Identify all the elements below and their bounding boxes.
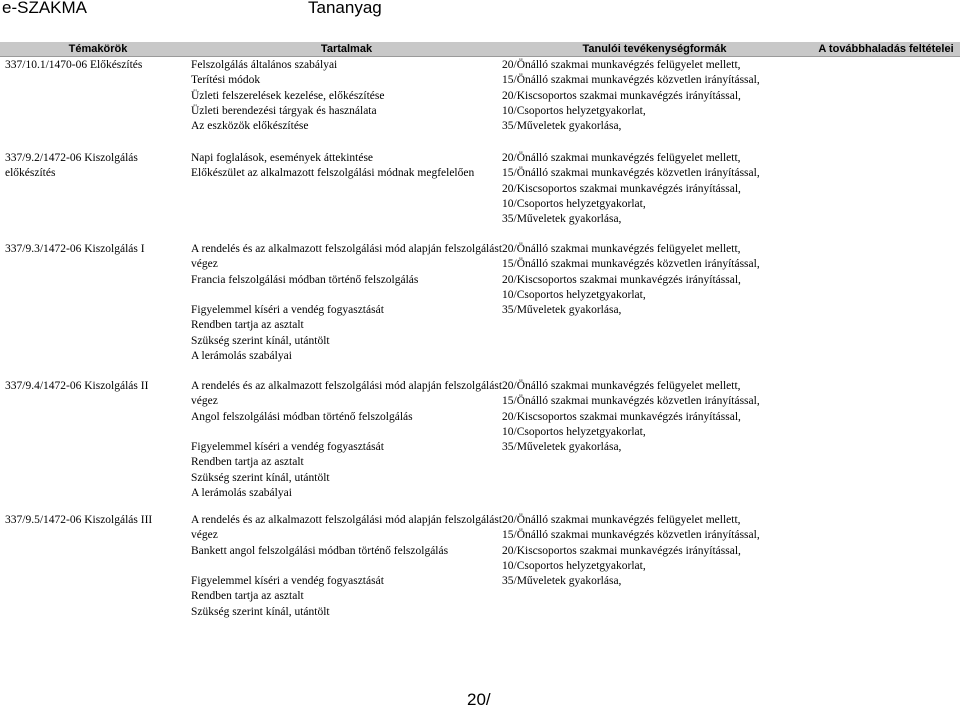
activity-line: 20/Kiscsoportos szakmai munkavégzés irányítással,	[502, 544, 741, 557]
blank-line	[191, 559, 502, 574]
content-line: Napi foglalások, események áttekintése	[191, 152, 374, 164]
content-line: Szükség szerint kínál, utántölt	[191, 471, 330, 484]
activity-line: 15/Önálló szakmai munkavégzés közvetlen irányítással,	[502, 395, 760, 408]
activity-line: 35/Műveletek gyakorlása,	[502, 441, 622, 454]
content-line: Rendben tartja az asztalt	[191, 456, 304, 469]
topic-cell	[0, 151, 191, 242]
content-line: Üzleti berendezési tárgyak és használata	[191, 104, 377, 117]
content-line: A rendelés és az alkalmazott felszolgálási mód alapján felszolgálást	[191, 380, 503, 392]
content-line: Rendben tartja az asztalt	[191, 319, 304, 332]
content-line: A lerámolás szabályai	[191, 350, 292, 363]
column-header-progression: A továbbhaladás feltételei	[807, 42, 960, 57]
column-header-topics: Témakörök	[0, 42, 191, 57]
content-line: végez	[191, 395, 218, 408]
activity-line: 35/Műveletek gyakorlása,	[502, 575, 622, 588]
blank-line	[191, 425, 502, 440]
content-line: Szükség szerint kínál, utántölt	[191, 605, 330, 618]
activities-cell	[502, 57, 807, 152]
activities-cell	[502, 242, 807, 379]
content-cell	[191, 242, 502, 379]
content-line: A rendelés és az alkalmazott felszolgálási mód alapján felszolgálást	[191, 243, 503, 255]
topic-line: 337/9.3/1472-06 Kiszolgálás I	[5, 243, 145, 255]
content-line: Rendben tartja az asztalt	[191, 590, 304, 603]
content-line: Szükség szerint kínál, utántölt	[191, 334, 330, 347]
content-line: Bankett angol felszolgálási módban történő felszolgálás	[191, 544, 449, 557]
topic-line: 337/9.2/1472-06 Kiszolgálás	[5, 152, 138, 164]
table-row	[0, 242, 960, 379]
activity-line: 10/Csoportos helyzetgyakorlat,	[502, 197, 646, 210]
topic-cell	[0, 513, 191, 623]
content-cell	[191, 513, 502, 623]
topic-cell	[0, 379, 191, 513]
activity-line: 20/Kiscsoportos szakmai munkavégzés irányítással,	[502, 273, 741, 286]
column-header-activities: Tanulói tevékenységformák	[502, 42, 807, 57]
topic-line: 337/10.1/1470-06 Előkészítés	[5, 59, 143, 71]
activity-line: 35/Műveletek gyakorlása,	[502, 120, 622, 133]
activity-line: 15/Önálló szakmai munkavégzés közvetlen irányítással,	[502, 167, 760, 180]
activities-cell	[502, 513, 807, 623]
content-line: A lerámolás szabályai	[191, 487, 292, 500]
brand-title: e-SZAKMA	[2, 0, 88, 17]
activity-line: 15/Önálló szakmai munkavégzés közvetlen irányítással,	[502, 74, 760, 87]
activity-line: 10/Csoportos helyzetgyakorlat,	[502, 288, 646, 301]
topic-cell	[0, 242, 191, 379]
activity-line: 20/Kiscsoportos szakmai munkavégzés irányítással,	[502, 182, 741, 195]
content-line: Felszolgálás általános szabályai	[191, 59, 338, 71]
page-number: 20/	[467, 690, 491, 709]
content-line: végez	[191, 258, 218, 271]
blank-line	[191, 288, 502, 303]
table-row	[0, 379, 960, 513]
activity-line: 35/Műveletek gyakorlása,	[502, 213, 622, 226]
progression-cell	[807, 57, 960, 152]
activity-line: 20/Önálló szakmai munkavégzés felügyelet mellett,	[502, 380, 741, 392]
content-line: Angol felszolgálási módban történő felszolgálás	[191, 410, 413, 423]
activity-line: 20/Önálló szakmai munkavégzés felügyelet mellett,	[502, 59, 741, 71]
curriculum-table	[0, 42, 960, 623]
activity-line: 20/Önálló szakmai munkavégzés felügyelet mellett,	[502, 514, 741, 526]
activity-line: 15/Önálló szakmai munkavégzés közvetlen irányítással,	[502, 529, 760, 542]
topic-cell	[0, 57, 191, 152]
activity-line: 10/Csoportos helyzetgyakorlat,	[502, 104, 646, 117]
activity-line: 10/Csoportos helyzetgyakorlat,	[502, 559, 646, 572]
content-line: Figyelemmel kíséri a vendég fogyasztását	[191, 441, 384, 454]
table-row	[0, 513, 960, 623]
content-line: végez	[191, 529, 218, 542]
activity-line: 20/Kiscsoportos szakmai munkavégzés irányítással,	[502, 410, 741, 423]
content-line: Francia felszolgálási módban történő felszolgálás	[191, 273, 419, 286]
content-line: A rendelés és az alkalmazott felszolgálási mód alapján felszolgálást	[191, 514, 503, 526]
table-row	[0, 57, 960, 152]
content-cell	[191, 57, 502, 152]
topic-line: előkészítés	[5, 167, 56, 180]
table-row	[0, 151, 960, 242]
content-cell	[191, 151, 502, 242]
topic-line: 337/9.4/1472-06 Kiszolgálás II	[5, 380, 149, 392]
progression-cell	[807, 379, 960, 513]
activity-line: 35/Műveletek gyakorlása,	[502, 304, 622, 317]
content-line: Terítési módok	[191, 74, 261, 87]
content-line: Előkészület az alkalmazott felszolgálási módnak megfelelően	[191, 167, 475, 180]
content-cell	[191, 379, 502, 513]
progression-cell	[807, 151, 960, 242]
activities-cell	[502, 151, 807, 242]
content-line: Az eszközök előkészítése	[191, 120, 309, 133]
content-line: Figyelemmel kíséri a vendég fogyasztását	[191, 575, 384, 588]
activity-line: 20/Önálló szakmai munkavégzés felügyelet mellett,	[502, 243, 741, 255]
topic-line: 337/9.5/1472-06 Kiszolgálás III	[5, 514, 153, 526]
progression-cell	[807, 513, 960, 623]
activity-line: 10/Csoportos helyzetgyakorlat,	[502, 425, 646, 438]
content-line: Figyelemmel kíséri a vendég fogyasztását	[191, 304, 384, 317]
activity-line: 20/Önálló szakmai munkavégzés felügyelet mellett,	[502, 152, 741, 164]
content-line: Üzleti felszerelések kezelése, előkészítése	[191, 89, 385, 102]
activity-line: 20/Kiscsoportos szakmai munkavégzés irányítással,	[502, 89, 741, 102]
section-title: Tananyag	[308, 0, 382, 17]
activity-line: 15/Önálló szakmai munkavégzés közvetlen irányítással,	[502, 258, 760, 271]
table-header-row	[0, 42, 960, 57]
column-header-contents: Tartalmak	[191, 42, 502, 57]
progression-cell	[807, 242, 960, 379]
page-header	[0, 0, 960, 22]
activities-cell	[502, 379, 807, 513]
